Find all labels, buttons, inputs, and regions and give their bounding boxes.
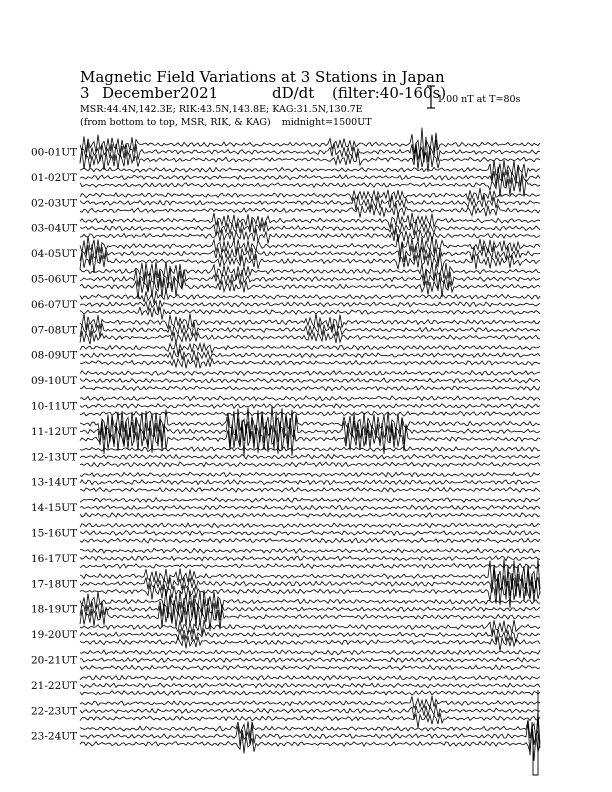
trace-line [80, 322, 540, 338]
trace-line [80, 548, 540, 553]
trace-line [80, 371, 540, 376]
trace-line [80, 635, 540, 651]
trace-line [80, 160, 540, 181]
hour-label: 15-16UT [31, 527, 78, 540]
hour-label: 04-05UT [31, 248, 78, 261]
trace-line [80, 219, 540, 236]
trace-line [80, 589, 540, 616]
trace-line [80, 696, 540, 708]
trace-line [80, 411, 540, 416]
hour-label: 08-09UT [31, 349, 78, 362]
trace-line [80, 349, 540, 361]
trace-line [80, 505, 540, 510]
trace-line [80, 472, 540, 477]
midnight-label: midnight=1500UT [281, 117, 372, 128]
trace-line [80, 650, 540, 655]
hour-label: 19-20UT [31, 629, 78, 642]
trace-line [80, 228, 540, 244]
trace-line [80, 498, 540, 503]
trace-line [80, 213, 540, 230]
trace-line [80, 556, 540, 561]
hour-label: 22-23UT [31, 705, 78, 718]
hour-label: 17-18UT [31, 578, 78, 591]
hour-label: 05-06UT [31, 273, 78, 286]
trace-line [80, 658, 540, 663]
trace-line [80, 513, 540, 518]
trace-line [80, 523, 540, 528]
trace-line [80, 487, 540, 492]
hour-label: 21-22UT [31, 679, 78, 692]
trace-line [80, 413, 540, 450]
trace-line [80, 629, 540, 643]
order-note-text: (from bottom to top, MSR, RIK, & KAG) [80, 117, 271, 128]
trace-line [80, 165, 540, 186]
hour-label: 06-07UT [31, 298, 78, 311]
filter-label: (filter:40-160s) [332, 84, 447, 102]
trace-line [80, 330, 540, 344]
trace-line [80, 404, 540, 409]
trace-line [80, 595, 540, 623]
scale-label: 1.00 nT at T=80s [437, 94, 521, 105]
hour-label: 03-04UT [31, 222, 78, 235]
trace-line [80, 290, 540, 304]
hour-label: 18-19UT [31, 603, 78, 616]
trace-line [80, 396, 540, 401]
trace-line [80, 565, 540, 599]
trace-line [80, 454, 540, 459]
hour-label: 16-17UT [31, 552, 78, 565]
trace-line [80, 675, 540, 680]
stations-label: MSR:44.4N,142.3E; RIK:43.5N,143.8E; KAG:31.5N,130.7E [80, 104, 363, 115]
trace-line [80, 203, 540, 217]
trace-line [80, 378, 540, 383]
trace-line [80, 538, 540, 543]
hour-label: 12-13UT [31, 451, 78, 464]
trace-line [80, 462, 540, 467]
trace-line [80, 300, 540, 312]
trace-line [80, 386, 540, 391]
trace-line [80, 691, 540, 696]
hour-label: 23-24UT [31, 730, 78, 743]
trace-line [80, 713, 540, 728]
trace-line [80, 722, 540, 755]
hour-label: 20-21UT [31, 654, 78, 667]
day-label: 3 [80, 84, 90, 102]
hour-label: 00-01UT [31, 146, 78, 159]
trace-line [80, 195, 540, 210]
trace-line [80, 531, 540, 536]
trace-line [80, 683, 540, 688]
chart-title: Magnetic Field Variations at 3 Stations in Japan [80, 68, 445, 86]
hour-label: 10-11UT [31, 400, 78, 413]
hour-label: 01-02UT [31, 171, 78, 184]
trace-line [80, 573, 540, 608]
hour-label: 13-14UT [31, 476, 78, 489]
hour-label: 09-10UT [31, 375, 78, 388]
trace-line [80, 421, 540, 456]
trace-line [80, 447, 540, 452]
quantity-label: dD/dt [272, 84, 315, 102]
hour-label: 07-08UT [31, 324, 78, 337]
trace-line [80, 147, 540, 172]
trace-line [80, 564, 540, 569]
trace-line [80, 603, 540, 631]
month-year-label: December2021 [102, 84, 219, 102]
trace-line [80, 342, 540, 355]
hour-label: 02-03UT [31, 197, 78, 210]
trace-line [80, 665, 540, 670]
trace-line [80, 480, 540, 485]
hour-label: 14-15UT [31, 502, 78, 515]
hour-label: 11-12UT [31, 425, 78, 438]
